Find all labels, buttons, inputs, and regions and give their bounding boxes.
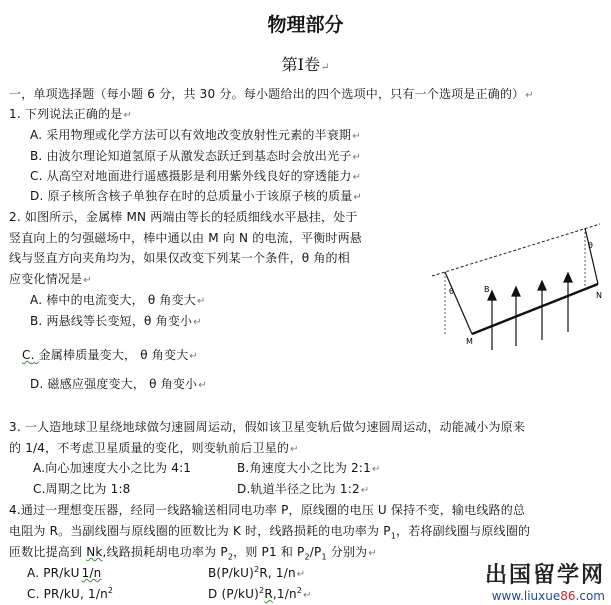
paragraph-mark-icon: ↵: [197, 296, 206, 307]
paragraph-mark-icon: ↵: [83, 275, 92, 286]
paragraph-mark-icon: ↵: [352, 172, 362, 183]
q4-stem-line1: 4.通过一理想变压器，经同一线路输送相同电功率 P，原线圈的电压 U 保持不变，输电线路的总: [9, 503, 526, 517]
q4-option-a: A. PR/kU 1/n: [27, 566, 102, 580]
paragraph-mark-icon: ↵: [368, 548, 377, 559]
label-theta-left: θ: [449, 287, 454, 296]
field-arrow-head: [512, 287, 520, 296]
paragraph-mark-icon: ↵: [352, 131, 361, 142]
q3-stem-line1: 3. 一人造地球卫星绕地球做匀速圆周运动，假如该卫星变轨后做匀速圆周运动，动能减小为原来: [9, 420, 526, 434]
q2-option-b: B. 两悬线等长变短，θ 角变小↵: [30, 314, 202, 328]
paragraph-mark-icon: ↵: [320, 62, 330, 73]
q3-option-a: A.向心加速度大小之比为 4:1: [33, 461, 192, 475]
q2-stem-line1: 2. 如图所示，金属棒 MN 两端由等长的轻质细线水平悬挂，处于: [9, 210, 358, 224]
q2-figure: [430, 222, 605, 354]
section-heading: 一，单项选择题（每小题 6 分，共 30 分。每小题给出的四个选项中，只有一个选项是正确的）↵: [9, 87, 534, 101]
paragraph-mark-icon: ↵: [360, 485, 370, 496]
label-theta-right: θ: [588, 241, 593, 250]
label-m: M: [466, 337, 473, 346]
q1-option-d: D. 原子核所含核子单独存在时的总质量小于该原子核的质量↵: [30, 189, 363, 203]
q2-option-d: D. 磁感应强度变大， θ 角变小↵: [30, 377, 207, 391]
q2-stem-line3: 线与竖直方向夹角均为，如果仅改变下列某一个条件，θ 角的相: [9, 251, 350, 265]
site-watermark: [485, 563, 605, 603]
q1-stem: 1. 下列说法正确的是↵: [9, 107, 133, 121]
paragraph-mark-icon: ↵: [371, 464, 381, 475]
field-arrow-head: [564, 273, 572, 282]
q3-option-d: D.轨道半径之比为 1:2↵: [237, 482, 370, 496]
paragraph-mark-icon: ↵: [303, 590, 312, 601]
q3-option-b: B.角速度大小之比为 2:1↵: [237, 461, 381, 475]
paragraph-mark-icon: ↵: [352, 152, 362, 163]
q4-option-d: D $(P/kU)^2R,1/n^2↵$: [208, 586, 312, 601]
paragraph-mark-icon: ↵: [525, 90, 534, 101]
q1-option-b: B. 由波尔理论知道氢原子从激发态跃迁到基态时会放出光子↵: [30, 149, 362, 163]
q1-option-c: C. 从高空对地面进行遥感摄影是利用紫外线良好的穿透能力↵: [30, 169, 362, 183]
q4-option-b: $B(P/kU)^2R$, 1/n↵: [208, 565, 306, 580]
volume-heading: 第Ⅰ卷↵: [281, 55, 330, 74]
page-title: 物理部分: [267, 14, 344, 36]
q4-option-c: C. PR/kU, $1/n^2$: [27, 586, 114, 601]
q3-stem-line2: 的 1/4，不考虑卫星质量的变化，则变轨前后卫星的↵: [9, 441, 299, 455]
q2-stem-line4: 应变化情况是↵: [9, 272, 92, 286]
right-string: [585, 228, 598, 284]
metal-rod-mn: [472, 284, 598, 334]
paragraph-mark-icon: ↵: [189, 351, 198, 362]
watermark-title: 出国留学网: [484, 563, 605, 588]
label-n: N: [596, 291, 602, 300]
q2-option-a: A. 棒中的电流变大， θ 角变大↵: [30, 293, 206, 307]
field-arrow-head: [538, 281, 546, 290]
q4-stem-line2: 电阻为 R。当副线圈与原线圈的匝数比为 K 时，线路损耗的电功率为 $P_1$，若将副线圈与原线圈的: [9, 524, 531, 541]
left-string: [445, 272, 472, 334]
paragraph-mark-icon: ↵: [290, 444, 299, 455]
q2-stem-line2: 竖直向上的匀强磁场中，棒中通以由 M 向 N 的电流，平衡时两悬: [9, 231, 362, 245]
paragraph-mark-icon: ↵: [193, 317, 202, 328]
paragraph-mark-icon: ↵: [198, 380, 207, 391]
q2-option-c: C. 金属棒质量变大， θ 角变大↵: [22, 348, 198, 362]
q1-option-a: A. 采用物理或化学方法可以有效地改变放射性元素的半衰期↵: [30, 128, 361, 142]
label-b: B: [484, 285, 490, 294]
paragraph-mark-icon: ↵: [123, 110, 133, 121]
paragraph-mark-icon: ↵: [353, 192, 363, 203]
q3-option-c: C.周期之比为 1:8: [33, 482, 131, 496]
q4-stem-line3: 匝数比提高到 Nk,线路损耗胡电功率为 $P_2$，则 P1 和 $P_2/P_1$ 分别为↵: [9, 545, 377, 562]
paragraph-mark-icon: ↵: [296, 569, 306, 580]
ceiling-line: [432, 224, 600, 276]
watermark-url: www.liuxue86.com: [491, 589, 605, 603]
